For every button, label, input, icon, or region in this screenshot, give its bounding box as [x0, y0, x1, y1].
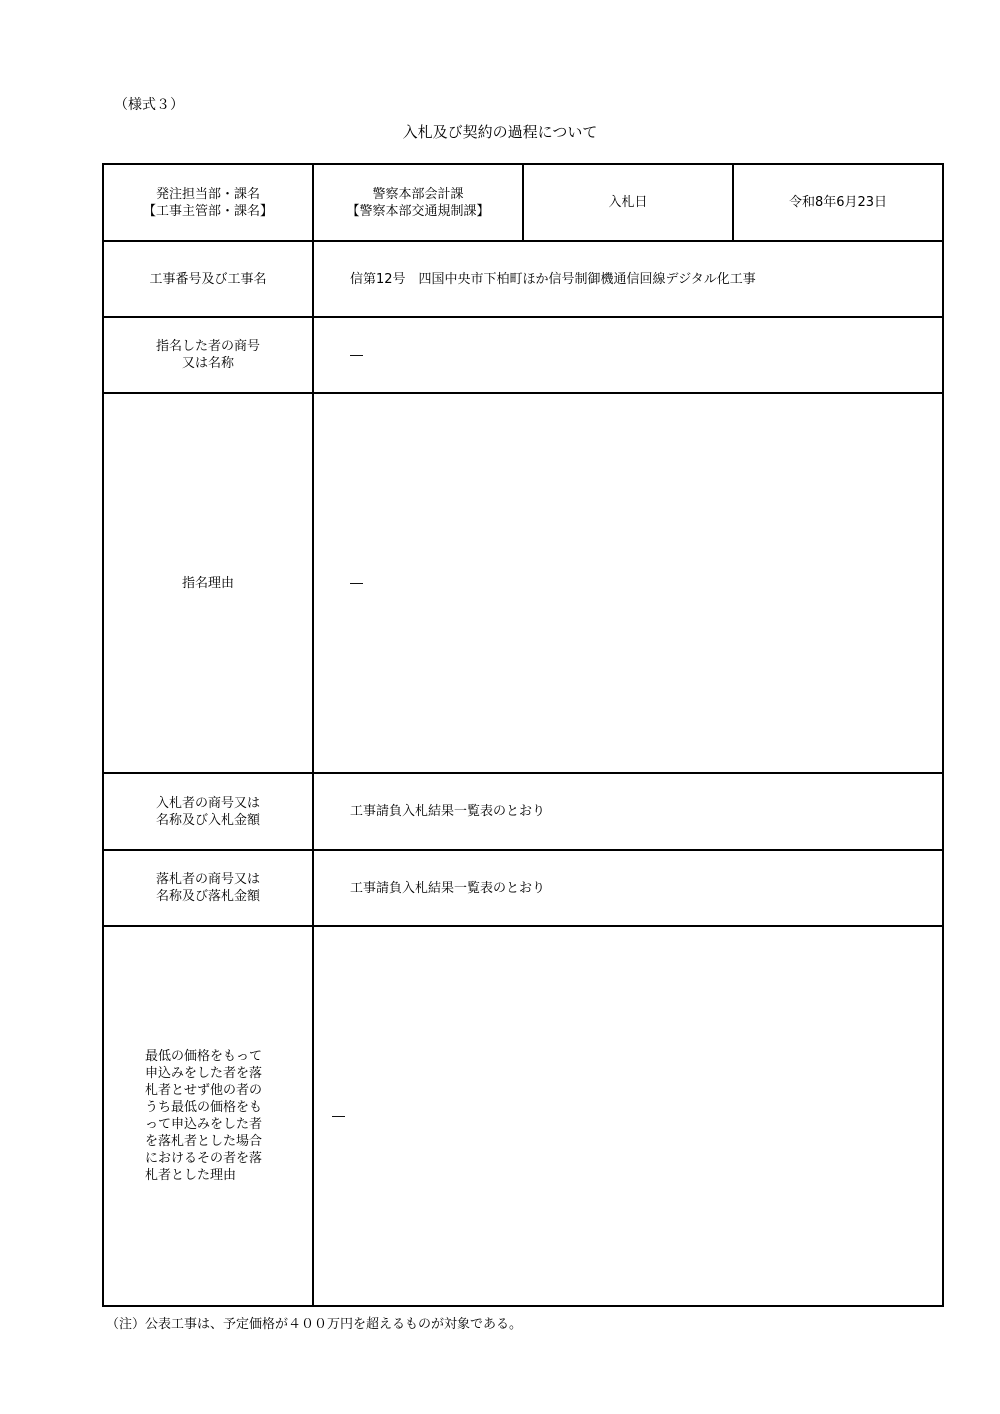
nominee-row	[103, 317, 943, 393]
dept-label-line2: 【工事主管部・課名】	[142, 203, 273, 219]
bidders-label-cell	[103, 773, 313, 850]
winner-value: 工事請負入札結果一覧表のとおり	[313, 850, 943, 926]
document-title: 入札及び契約の過程について	[402, 123, 598, 141]
winner-label-line1: 落札者の商号又は	[155, 872, 260, 887]
lowest-price-label-line: におけるその者を落	[145, 1151, 263, 1166]
winner-label-line2: 名称及び落札金額	[155, 889, 260, 904]
lowest-price-label-line: って申込みをした者	[145, 1117, 263, 1132]
dept-label-cell	[103, 164, 313, 241]
lowest-price-label-cell	[103, 926, 313, 1306]
footnote: （注）公表工事は、予定価格が４００万円を超えるものが対象である。	[106, 1317, 523, 1332]
lowest-price-label-line: うち最低の価格をも	[145, 1100, 263, 1115]
project-label: 工事番号及び工事名	[103, 241, 313, 317]
reason-value: ―	[313, 393, 943, 773]
header-row	[103, 164, 943, 241]
lowest-price-label-line: 札者とした理由	[145, 1168, 237, 1183]
bidders-label-line1: 入札者の商号又は	[155, 795, 260, 811]
bid-date-value: 令和8年6月23日	[733, 164, 943, 241]
dept-value-cell	[313, 164, 523, 241]
bidders-label-line2: 名称及び入札金額	[155, 812, 260, 828]
dept-value-line2: 【警察本部交通規制課】	[346, 203, 490, 219]
project-value: 信第12号 四国中央市下柏町ほか信号制御機通信回線デジタル化工事	[313, 241, 943, 317]
bid-date-label: 入札日	[523, 164, 733, 241]
lowest-price-row	[103, 926, 943, 1306]
winner-label-cell	[103, 850, 313, 926]
contract-process-table	[102, 163, 944, 1307]
project-row	[103, 241, 943, 317]
nominee-label-line1: 指名した者の商号	[155, 339, 260, 354]
lowest-price-label-line: 最低の価格をもって	[145, 1049, 263, 1064]
bidders-value: 工事請負入札結果一覧表のとおり	[313, 773, 943, 850]
form-number-label: （様式３）	[114, 97, 184, 113]
bidders-row	[103, 773, 943, 850]
lowest-price-label-line: を落札者とした場合	[145, 1134, 263, 1149]
nominee-label-line2: 又は名称	[181, 356, 234, 371]
dept-value-line1: 警察本部会計課	[372, 186, 464, 202]
nominee-label-cell	[103, 317, 313, 393]
lowest-price-label-line: 申込みをした者を落	[145, 1066, 263, 1081]
winner-row	[103, 850, 943, 926]
reason-label: 指名理由	[103, 393, 313, 773]
reason-row	[103, 393, 943, 773]
lowest-price-value: ―	[313, 926, 943, 1306]
lowest-price-label-line: 札者とせず他の者の	[145, 1083, 263, 1098]
nominee-value: ―	[313, 317, 943, 393]
dept-label-line1: 発注担当部・課名	[155, 186, 260, 202]
